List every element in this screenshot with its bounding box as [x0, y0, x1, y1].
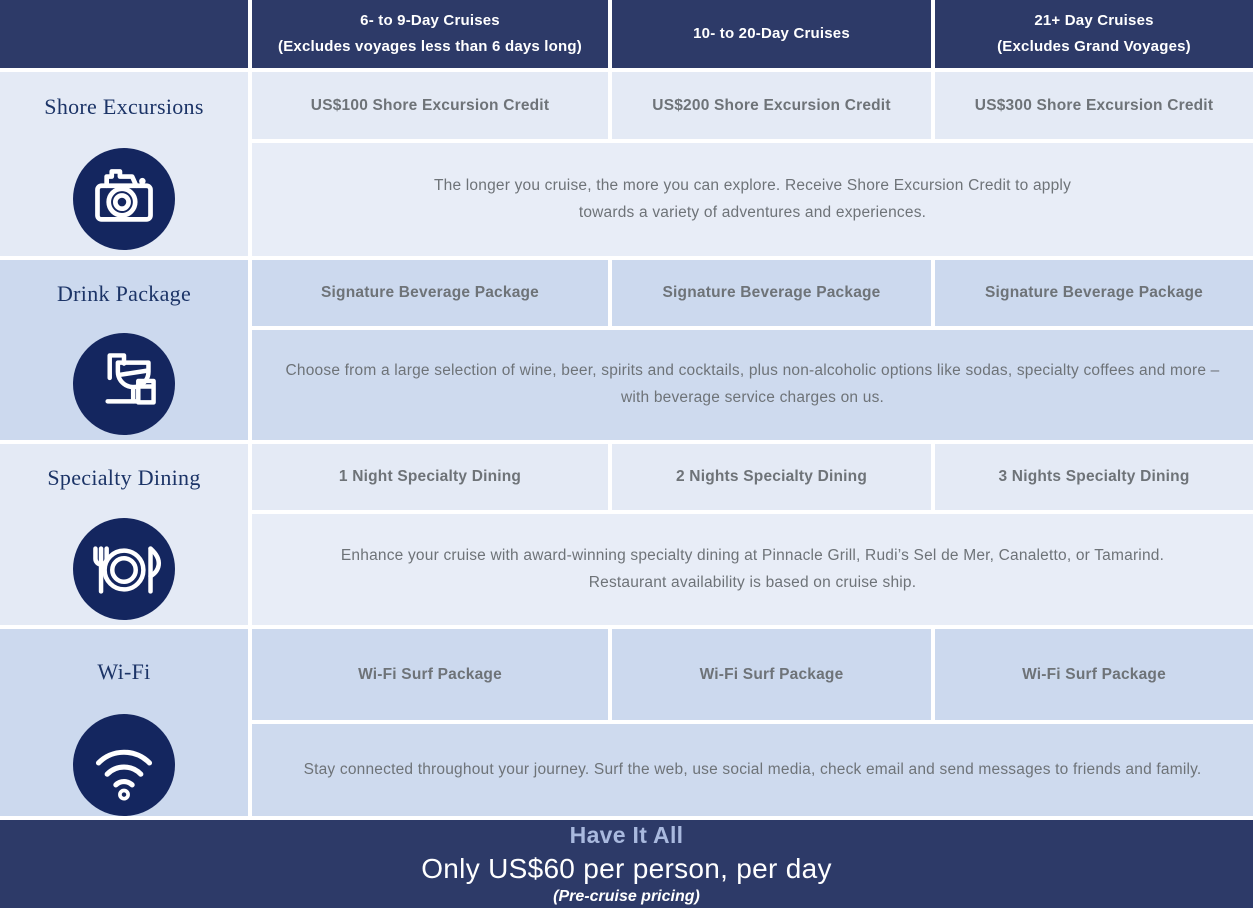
- benefit-value-text: 3 Nights Specialty Dining: [998, 468, 1190, 485]
- category-label-zone: [0, 72, 248, 141]
- have-it-all-footer: [0, 820, 1253, 908]
- benefit-description: [252, 514, 1253, 625]
- benefit-value-text: US$300 Shore Excursion Credit: [974, 96, 1214, 114]
- description-line: The longer you cruise, the more you can explore. Receive Shore Excursion Credit to apply: [433, 176, 1072, 194]
- header-col-10-20-day: [612, 0, 931, 68]
- benefit-value: [252, 444, 608, 510]
- category-label: Drink Package: [56, 281, 192, 306]
- category-icon-zone: [0, 714, 248, 816]
- benefit-value-text: 1 Night Specialty Dining: [338, 468, 522, 485]
- description-line: Stay connected throughout your journey. Surf the web, use social media, check email and send messages to friends and family.: [303, 760, 1202, 778]
- header-col-6-9-day: [252, 0, 608, 68]
- benefit-value: [252, 629, 608, 720]
- category-label: Shore Excursions: [44, 93, 204, 119]
- section-shore-excursions: [0, 72, 248, 256]
- header-corner-spacer: [0, 0, 248, 68]
- footer-note: (Pre-cruise pricing): [553, 887, 700, 905]
- section-specialty-dining: [0, 444, 248, 625]
- benefit-value: [612, 72, 931, 139]
- benefit-value-text: Signature Beverage Package: [662, 284, 881, 301]
- description-line: Enhance your cruise with award-winning specialty dining at Pinnacle Grill, Rudi’s Sel de Mer, Canaletto, or Tamarind.: [340, 546, 1165, 564]
- description-line: Restaurant availability is based on cruise ship.: [588, 573, 917, 591]
- category-icon-zone: [0, 512, 248, 625]
- benefit-description: [252, 330, 1253, 440]
- category-label: Specialty Dining: [47, 465, 201, 490]
- benefit-value-text: 2 Nights Specialty Dining: [675, 468, 868, 485]
- header-col-title: 10- to 20-Day Cruises: [693, 24, 850, 42]
- category-label-zone: [0, 629, 248, 714]
- header-col-21-plus-day: [935, 0, 1253, 68]
- benefit-value-text: Signature Beverage Package: [321, 284, 539, 301]
- benefit-value: [252, 72, 608, 139]
- wifi-icon: [73, 714, 175, 816]
- description-line: Choose from a large selection of wine, beer, spirits and cocktails, plus non-alcoholic options like sodas, specialty coffees and more –: [285, 362, 1220, 380]
- benefit-value-text: Wi-Fi Surf Package: [358, 665, 502, 683]
- benefit-value-text: Signature Beverage Package: [985, 284, 1203, 301]
- category-label-zone: [0, 444, 248, 512]
- benefit-value: [935, 444, 1253, 510]
- benefit-value-text: Wi-Fi Surf Package: [1022, 665, 1166, 683]
- section-drink-package: [0, 260, 248, 440]
- header-col-title: 21+ Day Cruises: [1034, 11, 1154, 29]
- description-line: with beverage service charges on us.: [620, 389, 885, 406]
- benefit-value: [935, 629, 1253, 720]
- benefit-value: [612, 260, 931, 326]
- category-icon-zone: [0, 141, 248, 256]
- benefit-value: [612, 444, 931, 510]
- header-col-subtitle: (Excludes Grand Voyages): [997, 38, 1191, 55]
- category-label: Wi-Fi: [97, 658, 151, 684]
- benefit-description: [252, 724, 1253, 816]
- dining-icon: [73, 518, 175, 620]
- benefit-value-text: US$200 Shore Excursion Credit: [652, 96, 891, 114]
- drinks-icon: [73, 333, 175, 435]
- footer-price: Only US$60 per person, per day: [421, 852, 832, 884]
- benefit-value-text: Wi-Fi Surf Package: [699, 665, 844, 683]
- benefit-description: [252, 143, 1253, 256]
- benefit-value: [252, 260, 608, 326]
- section-wifi: [0, 629, 248, 816]
- benefit-value-text: US$100 Shore Excursion Credit: [310, 96, 550, 114]
- footer-title: Have It All: [569, 822, 684, 849]
- benefit-value: [935, 260, 1253, 326]
- benefit-value: [935, 72, 1253, 139]
- header-col-title: 6- to 9-Day Cruises: [360, 11, 500, 29]
- description-line: towards a variety of adventures and experiences.: [578, 203, 927, 221]
- category-icon-zone: [0, 328, 248, 440]
- header-col-subtitle: (Excludes voyages less than 6 days long): [278, 38, 582, 55]
- benefit-value: [612, 629, 931, 720]
- camera-icon: [73, 148, 175, 250]
- category-label-zone: [0, 260, 248, 328]
